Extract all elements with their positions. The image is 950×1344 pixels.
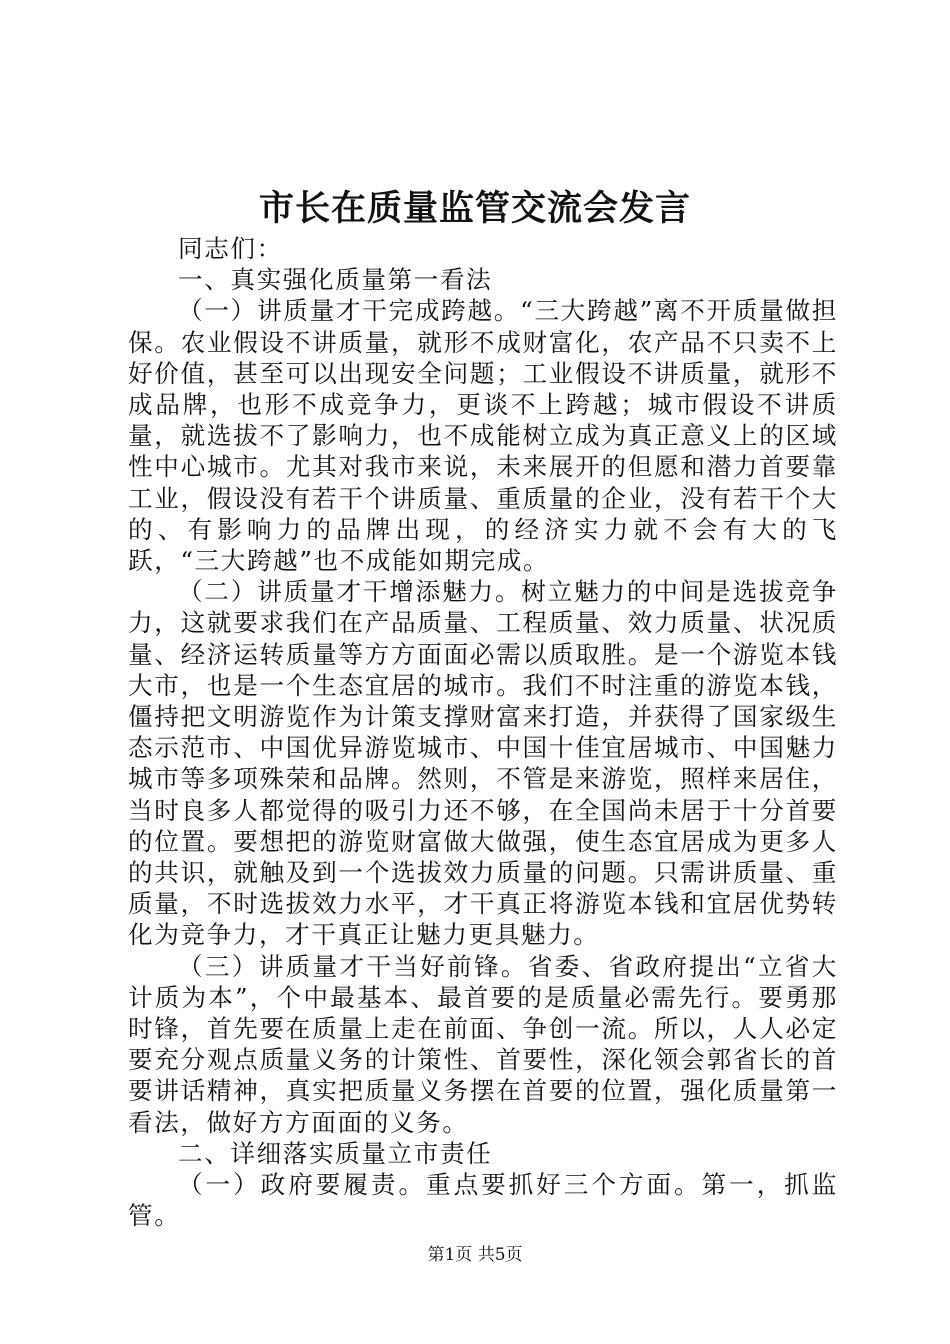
document-body xyxy=(128,233,838,1232)
page-footer: 第1页 共5页 xyxy=(427,1245,523,1265)
paragraph-1: （一）讲质量才干完成跨越。“三大跨越”离不开质量做担保。农业假设不讲质量，就形不成财富化，农产品不只卖不上好价值，甚至可以出现安全问题；工业假设不讲质量，就形不成品牌，也形不成竞争力，更谈不上跨越；城市假设不讲质量，就选拔不了影响力，也不成能树立成为真正意义上的区域性中心城市。尤其对我市来说，未来展开的但愿和潜力首要靠工业，假设没有若干个讲质量、重质量的企业，没有若干个大的、有影响力的品牌出现，的经济实力就不会有大的飞跃，“三大跨越”也不成能如期完成。 xyxy=(128,296,838,576)
paragraph-4: （一）政府要履责。重点要抓好三个方面。第一，抓监管。 xyxy=(128,1170,838,1231)
paragraph-2: （二）讲质量才干增添魅力。树立魅力的中间是选拔竞争力，这就要求我们在产品质量、工程质量、效力质量、状况质量、经济运转质量等方方面面必需以质取胜。是一个游览本钱大市，也是一个生态宜居的城市。我们不时注重的游览本钱，僵持把文明游览作为计策支撑财富来打造，并获得了国家级生态示范市、中国优异游览城市、中国十佳宜居城市、中国魅力城市等多项殊荣和品牌。然则，不管是来游览，照样来居住，当时良多人都觉得的吸引力还不够，在全国尚未居于十分首要的位置。要想把的游览财富做大做强，使生态宜居成为更多人的共识，就触及到一个选拔效力质量的问题。只需讲质量、重质量，不时选拔效力水平，才干真正将游览本钱和宜居优势转化为竞争力，才干真正让魅力更具魅力。 xyxy=(128,577,838,950)
section-heading-2: 二、详细落实质量立市责任 xyxy=(178,1138,493,1168)
salutation: 同志们： xyxy=(178,234,283,263)
document-title: 市长在质量监管交流会发言 xyxy=(258,188,691,229)
paragraph-3: （三）讲质量才干当好前锋。省委、省政府提出“立省大计质为本”，个中最基本、最首要的是质量必需先行。要勇那时锋，首先要在质量上走在前面、争创一流。所以，人人必定要充分观点质量义务的计策性、首要性，深化领会郭省长的首要讲话精神，真实把质量义务摆在首要的位置，强化质量第一看法，做好方方面面的义务。 xyxy=(128,951,838,1137)
section-heading-1: 一、真实强化质量第一看法 xyxy=(178,265,493,295)
